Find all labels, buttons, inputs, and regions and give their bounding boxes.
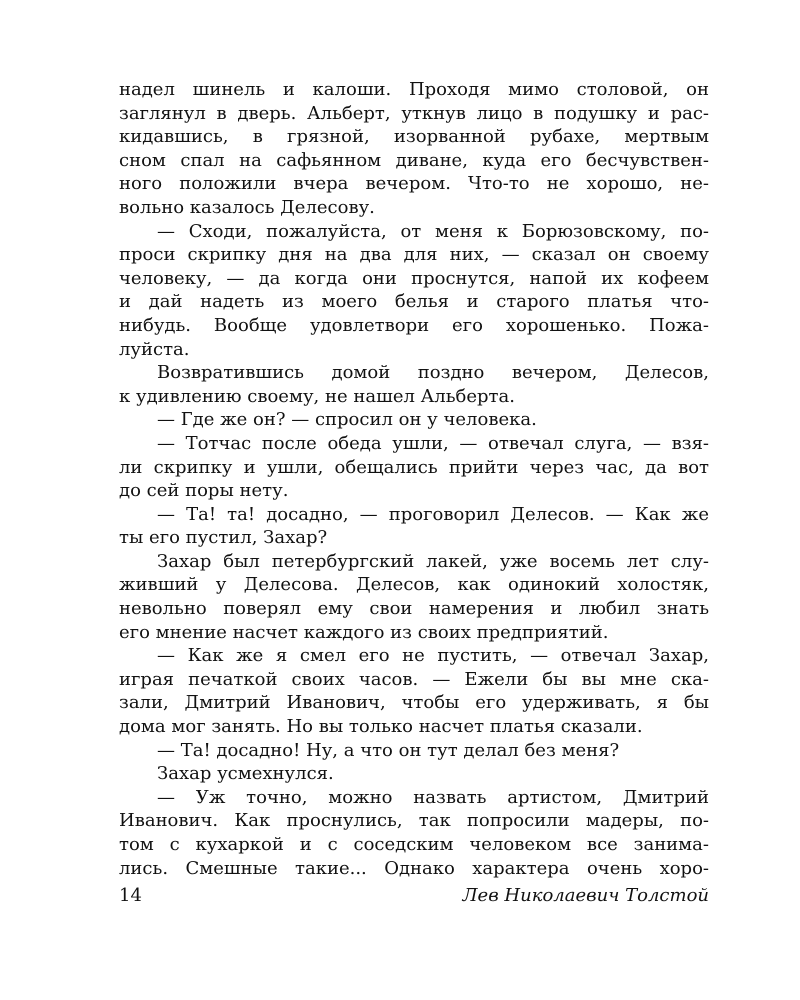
text-line: — Тотчас после обеда ушли, — отвечал слуга, — взя- <box>157 432 709 454</box>
text-line: зали, Дмитрий Иванович, чтобы его удерживать, я бы <box>119 692 709 714</box>
text-line: ного положили вчера вечером. Что-то не хорошо, не- <box>119 173 709 195</box>
text-line: человеку, — да когда они проснутся, напой их кофеем <box>119 267 709 289</box>
page-footer <box>119 885 709 911</box>
text-line: живший у Делесова. Делесов, как одинокий холостяк, <box>119 574 709 596</box>
text-line: ты его пустил, Захар? <box>119 527 328 549</box>
text-line: надел шинель и калоши. Проходя мимо столовой, он <box>119 79 709 100</box>
text-line: проси скрипку дня на два для них, — сказал он своему <box>119 244 709 266</box>
text-line: до сей поры нету. <box>119 480 289 502</box>
text-line: том с кухаркой и с соседским человеком все занима- <box>119 834 709 855</box>
text-line: Захар усмехнулся. <box>157 763 334 785</box>
text-line: Захар был петербургский лакей, уже восемь лет слу- <box>157 550 709 572</box>
text-line: дома мог занять. Но вы только насчет платья сказали. <box>119 716 643 738</box>
text-line: заглянул в дверь. Альберт, уткнув лицо в подушку и рас- <box>119 102 709 124</box>
text-line: — Сходи, пожалуйста, от меня к Борюзовскому, по- <box>157 220 709 242</box>
text-line: ли скрипку и ушли, обещались прийти через час, да вот <box>119 456 709 478</box>
text-line: — Уж точно, можно назвать артистом, Дмитрий <box>157 786 709 808</box>
text-line: луйста. <box>119 338 190 360</box>
text-line: к удивлению своему, не нашел Альберта. <box>119 385 515 407</box>
text-line: — Та! досадно! Ну, а что он тут делал без меня? <box>157 739 620 761</box>
page-number: 14 <box>119 885 142 906</box>
text-line: — Та! та! досадно, — проговорил Делесов. — Как же <box>157 503 709 525</box>
text-line: сном спал на сафьянном диване, куда его бесчувствен- <box>119 149 709 171</box>
text-line: нибудь. Вообще удовлетвори его хорошенько. Пожа- <box>119 314 709 336</box>
running-footer-author: Лев Николаевич Толстой <box>462 885 709 906</box>
text-line: играя печаткой своих часов. — Ежели бы вы мне ска- <box>119 668 709 690</box>
text-line: — Как же я смел его не пустить, — отвечал Захар, <box>157 645 709 667</box>
text-line: вольно казалось Делесову. <box>119 196 375 218</box>
text-line: лись. Смешные такие... Однако характера очень хоро- <box>119 857 709 879</box>
text-line: его мнение насчет каждого из своих предприятий. <box>119 621 609 643</box>
text-line: кидавшись, в грязной, изорванной рубахе, мертвым <box>119 126 709 148</box>
text-line: — Где же он? — спросил он у человека. <box>157 409 537 431</box>
text-line: невольно поверял ему свои намерения и любил знать <box>119 598 709 620</box>
text-line: Возвратившись домой поздно вечером, Делесов, <box>157 362 709 384</box>
text-line: Иванович. Как проснулись, так попросили мадеры, по- <box>119 810 709 832</box>
text-line: и дай надеть из моего белья и старого платья что- <box>119 291 709 313</box>
body-text <box>119 78 709 880</box>
